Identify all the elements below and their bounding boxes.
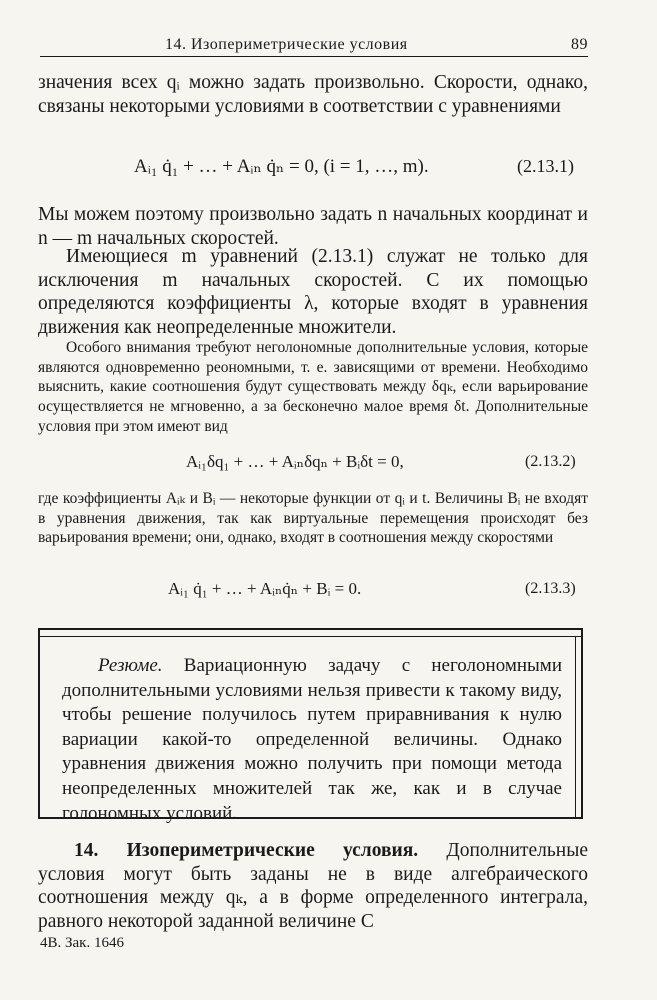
section-text: Дополнительные условия могут быть заданы не в виде алгебраического соотношения между qₖ, а в форме определенного интеграла, равного некоторой заданной величине C xyxy=(38,840,588,932)
equation-number-2-13-1: (2.13.1) xyxy=(517,156,574,176)
body-paragraph-3: Имеющиеся m уравнений (2.13.1) служат не только для исключения m начальных скоростей. С их помощью определяются коэффициенты λ, которые входят в уравнения движения как неопределенные множители. xyxy=(38,246,588,338)
resume-text xyxy=(62,654,562,826)
box-inner-rule-top xyxy=(38,636,583,637)
running-header xyxy=(40,36,588,57)
section-heading: 14. Изопериметрические условия. xyxy=(74,840,419,861)
box-inner-rule-right xyxy=(575,636,576,819)
equation-2-13-1: Aᵢ₁ q̇₁ + … + Aᵢₙ q̇ₙ = 0, (i = 1, …, m). xyxy=(134,156,429,177)
equation-2-13-2: Aᵢ₁δq₁ + … + Aᵢₙδqₙ + Bᵢδt = 0, xyxy=(186,452,404,471)
equation-number-2-13-2: (2.13.2) xyxy=(525,453,576,470)
print-footer: 4В. Зак. 1646 xyxy=(40,935,124,951)
body-paragraph-1: значения всех qᵢ можно задать произвольно. Скорости, однако, связаны некоторыми условиями в соответствии с уравнениями xyxy=(38,72,588,117)
resume-box xyxy=(38,628,583,824)
small-paragraph-2: где коэффициенты Aᵢₖ и Bᵢ — некоторые функции от qᵢ и t. Величины Bᵢ не входят в уравнения движения, так как виртуальные перемещения происходят без варьирования времени; они, однако, входят в соотношения между скоростями xyxy=(38,490,588,547)
section-14 xyxy=(38,839,588,933)
resume-label: Резюме. xyxy=(98,655,163,676)
equation-2-13-3: Aᵢ₁ q̇₁ + … + Aᵢₙq̇ₙ + Bᵢ = 0. xyxy=(168,579,362,598)
page-number: 89 xyxy=(571,36,588,53)
header-title: 14. Изопериметрические условия xyxy=(165,36,408,53)
resume-body: Вариационную задачу с неголономными дополнительными условиями нельзя привести к такому виду, чтобы решение получилось путем приравнивания к нулю вариации какой-то определенной величины. Однако уравнения движения можно получить при помощи метода неопределенных множителей так же, как и в случае голономных условий. xyxy=(62,655,562,824)
equation-number-2-13-3: (2.13.3) xyxy=(525,580,576,597)
body-paragraph-2: Мы можем поэтому произвольно задать n начальных координат и n — m начальных скоростей. xyxy=(38,204,588,249)
small-paragraph-1: Особого внимания требуют неголономные дополнительные условия, которые являются одновременно реономными, т. е. зависящими от времени. Необходимо выяснить, какие соотношения будут существовать между δqₖ, если варьирование осуществляется не мгновенно, а за бесконечно малое время δt. Дополнительные условия при этом имеют вид xyxy=(38,339,588,435)
